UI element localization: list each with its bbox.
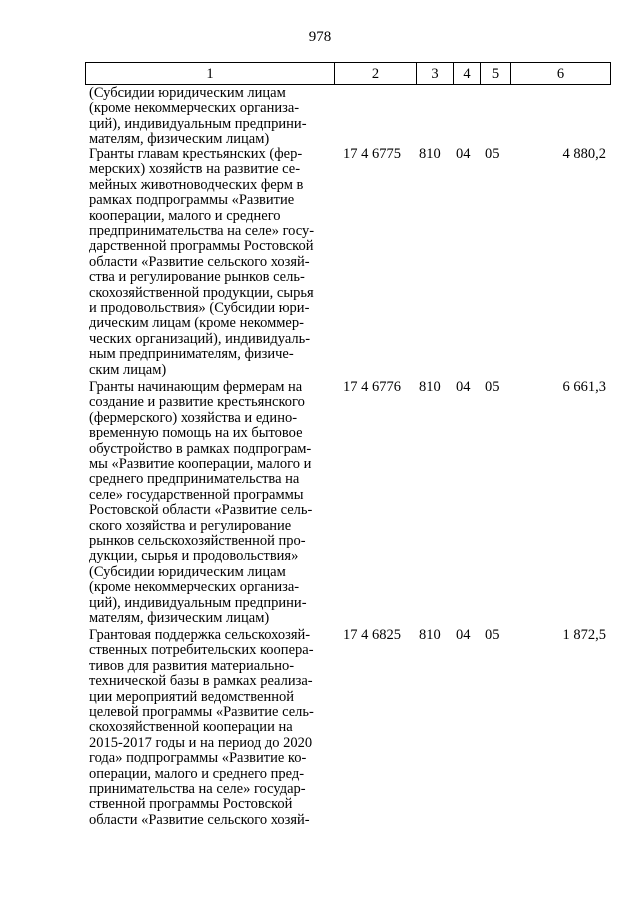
table-row — [85, 380, 610, 628]
table-row — [85, 147, 610, 380]
amount: 4 880,2 — [562, 146, 606, 162]
table-row — [85, 86, 610, 147]
column-header-row — [85, 62, 611, 85]
column-header-4: 4 — [454, 63, 481, 85]
table-row — [85, 628, 610, 838]
expense-type: 810 — [419, 379, 441, 395]
table-body — [85, 86, 610, 838]
section-code: 04 — [456, 146, 471, 162]
column-header-2: 2 — [335, 63, 417, 85]
row-description: (Субсидии юридическим лицам (кроме некоммерческих организа- ций), индивидуальным предприни- мателям, физическим лицам) — [89, 85, 307, 148]
subsection-code: 05 — [485, 146, 500, 162]
section-code: 04 — [456, 627, 471, 643]
target-article-code: 17 4 6775 — [343, 146, 401, 162]
amount: 6 661,3 — [562, 379, 606, 395]
column-header-1: 1 — [86, 63, 335, 85]
column-header-6: 6 — [511, 63, 611, 85]
section-code: 04 — [456, 379, 471, 395]
expense-type: 810 — [419, 146, 441, 162]
target-article-code: 17 4 6776 — [343, 379, 401, 395]
target-article-code: 17 4 6825 — [343, 627, 401, 643]
subsection-code: 05 — [485, 379, 500, 395]
row-description: Грантовая поддержка сельскохозяй- ственных потребительских коопера- тивов для развития материально- технической базы в рамках реализа- ции мероприятий ведомственной целевой программы «Развитие сель- скохозяйственной кооперации на 2015-2017 годы и на период до 2020 года» подпрограммы «Развитие ко- операции, малого и среднего пред- принимательства на селе» государ- ственной программы Ростовской области «Развитие сельского хозяй- — [89, 627, 314, 828]
expense-type: 810 — [419, 627, 441, 643]
amount: 1 872,5 — [562, 627, 606, 643]
row-description: Гранты начинающим фермерам на создание и развитие крестьянского (фермерского) хозяйства и едино- временную помощь на их бытовое обустройство в рамках подпрограм- мы «Развитие кооперации, малого и среднего предпринимательства на селе» государственной программы Ростовской области «Развитие сель- ского хозяйства и регулирование рынков сельскохозяйственной про- дукции, сырья и продовольствия» (Субсидии юридическим лицам (кроме некоммерческих организа- ций), индивидуальным предприни- мателям, физическим лицам) — [89, 379, 313, 627]
column-header-3: 3 — [417, 63, 454, 85]
column-header-5: 5 — [481, 63, 511, 85]
row-description: Гранты главам крестьянских (фер- мерских) хозяйств на развитие се- мейных животноводческих ферм в рамках подпрограммы «Развитие кооперации, малого и среднего предпринимательства на селе» госу- дарственной программы Ростовской области «Развитие сельского хозяй- ства и регулирование рынков сель- скохозяйственной продукции, сырья и продовольствия» (Субсидии юри- дическим лицам (кроме некоммер- ческих организаций), индивидуаль- ным предпринимателям, физиче- ским лицам) — [89, 146, 315, 378]
subsection-code: 05 — [485, 627, 500, 643]
page-number: 978 — [308, 29, 332, 45]
